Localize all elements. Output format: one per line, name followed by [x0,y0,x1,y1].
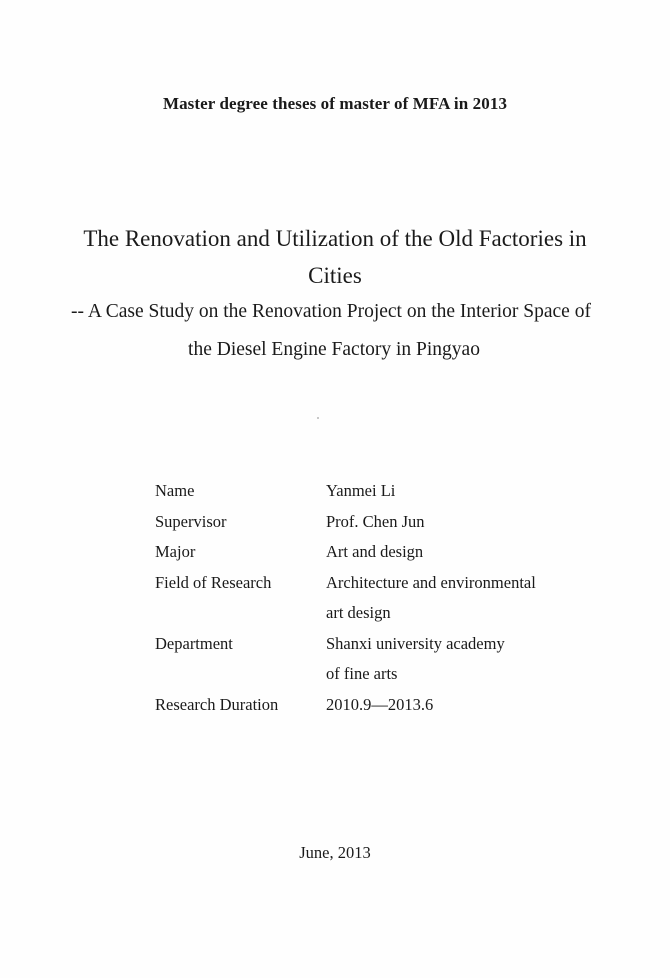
thesis-subtitle-line-1: -- A Case Study on the Renovation Project on the Interior Space of [71,301,591,322]
info-label: Field of Research [155,572,272,592]
author-info-table [155,476,575,720]
degree-header: Master degree theses of master of MFA in 2013 [162,94,508,113]
thesis-subtitle-line-2: the Diesel Engine Factory in Pingyao [188,339,480,360]
info-label: Name [155,481,195,500]
info-value: Yanmei Li [326,481,396,500]
info-label: Supervisor [155,511,227,531]
info-value: Shanxi university academy of fine arts [326,633,505,683]
thesis-title-line-1: The Renovation and Utilization of the Old Factories in [83,226,587,251]
info-row-field-of-research [155,568,575,629]
info-value: Architecture and environmental art design [326,572,536,622]
info-row-supervisor [155,507,575,538]
info-label: Research Duration [155,694,279,714]
info-row-major [155,537,575,568]
info-row-department [155,629,575,690]
info-value: 2010.9—2013.6 [326,694,434,714]
info-value: Prof. Chen Jun [326,511,425,531]
info-row-name [155,476,575,507]
scan-speck [317,417,319,419]
info-value: Art and design [326,542,424,561]
info-label: Department [155,633,233,653]
thesis-title-line-2: Cities [308,263,362,288]
submission-date: June, 2013 [299,843,371,862]
info-label: Major [155,542,196,561]
info-row-research-duration [155,690,575,721]
